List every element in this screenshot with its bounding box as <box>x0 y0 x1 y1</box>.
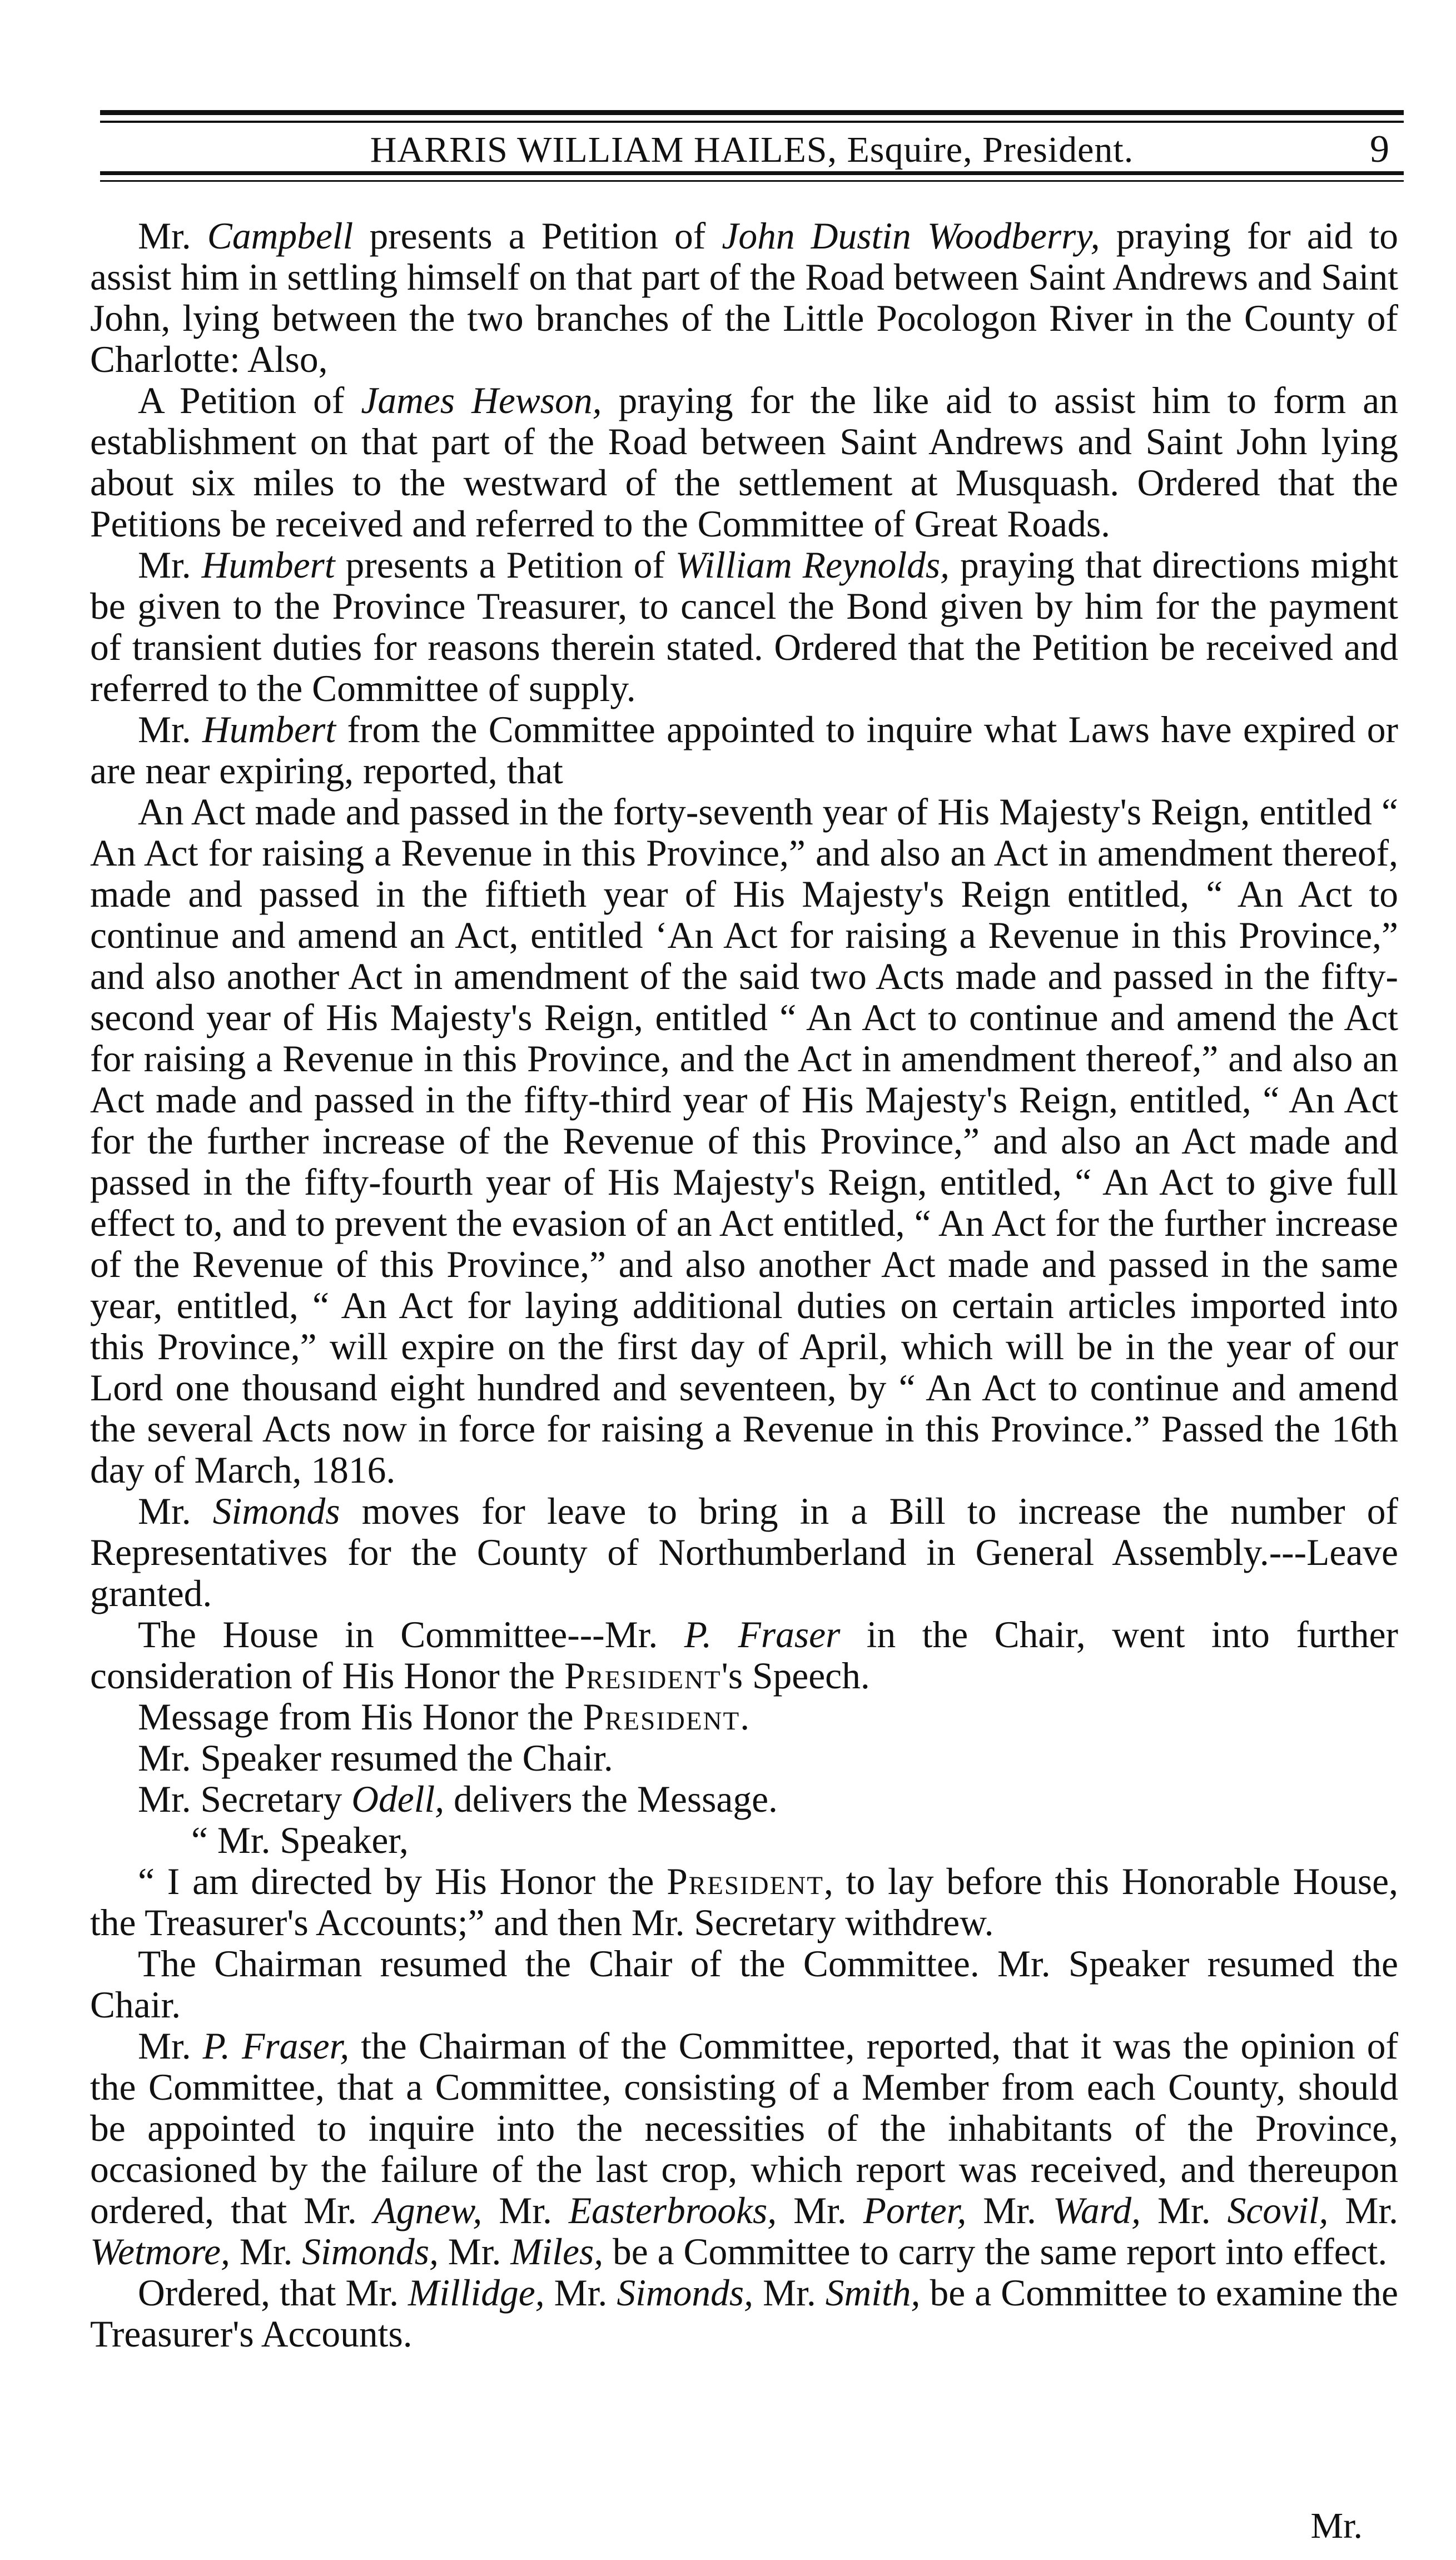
header-rule-top-thin <box>100 121 1404 123</box>
paragraph-secretary-delivers: Mr. Secretary Odell, delivers the Message. <box>138 1778 778 1820</box>
paragraph-revenue-acts: An Act made and passed in the forty-seventh year of His Majesty's Reign, entitled “ An Act for raising a Revenue in this Province,” and also an Act in amendment thereof, made and passed in the fiftieth year of His Majesty's Reign entitled, “ An Act to continue and amend an Act, entitled ‘An Act for raising a Revenue in this Province,” and also another Act in amendment of the said two Acts made and passed in the fifty-second year of His Majesty's Reign, entitled “ An Act to continue and amend the Act for raising a Revenue in this Province, and the Act in amendment thereof,” and also an Act made and passed in the fifty-third year of His Majesty's Reign, entitled, “ An Act for the further increase of the Revenue of this Province,” and also an Act made and passed in the fifty-fourth year of His Majesty's Reign, entitled, “ An Act to give full effect to, and to prevent the evasion of an Act entitled, “ An Act for the further increase of the Revenue of this Province,” and also another Act made and passed in the same year, entitled, “ An Act for laying additional duties on certain articles imported into this Province,” will expire on the first day of April, which will be in the year of our Lord one thousand eight hundred and seventeen, by “ An Act to continue and amend the several Acts now in force for raising a Revenue in this Province.” Passed the 16th day of March, 1816. <box>90 791 1398 1491</box>
paragraph-chairman-resumed: The Chairman resumed the Chair of the Committee. Mr. Speaker resumed the Chair. <box>90 1943 1398 2026</box>
paragraph-address-speaker: “ Mr. Speaker, <box>191 1820 409 1861</box>
paragraph-message: Message from His Honor the President. <box>138 1696 750 1738</box>
running-head: HARRIS WILLIAM HAILES, Esquire, President. <box>370 130 1134 170</box>
paragraph-fraser-report: Mr. P. Fraser, the Chairman of the Committee, reported, that it was the opinion of the Committee, that a Committee, consisting of a Member from each County, should be appointed to inquire into the necessities of the inhabitants of the Province, occasioned by the failure of the last crop, which report was received, and thereupon ordered, that Mr. Agnew, Mr. Easterbrooks, Mr. Porter, Mr. Ward, Mr. Scovil, Mr. Wetmore, Mr. Simonds, Mr. Miles, be a Committee to carry the same report into effect. <box>90 2025 1398 2273</box>
paragraph-speaker-resumed: Mr. Speaker resumed the Chair. <box>138 1737 613 1779</box>
paragraph-hewson-petition: A Petition of James Hewson, praying for the like aid to assist him to form an establishment on that part of the Road between Saint Andrews and Saint John lying about six miles to the westward of the settlement at Musquash. Ordered that the Petitions be received and referred to the Committee of Great Roads. <box>90 380 1399 545</box>
paragraph-treasurer-accounts-message: “ I am directed by His Honor the President, to lay before this Honorable House, the Treasurer's Accounts;” and then Mr. Secretary withdrew. <box>90 1861 1398 1943</box>
page-number: 9 <box>1370 128 1389 171</box>
journal-text <box>90 216 1398 2355</box>
paragraph-simonds-bill: Mr. Simonds moves for leave to bring in a Bill to increase the number of Representatives for the County of Northumberland in General Assembly.---Leave granted. <box>90 1490 1398 1614</box>
page-header <box>100 126 1404 171</box>
catchword: Mr. <box>1310 2506 1363 2546</box>
paragraph-reynolds-petition: Mr. Humbert presents a Petition of William Reynolds, praying that directions might be given to the Province Treasurer, to cancel the Bond given by him for the payment of transient duties for reasons therein stated. Ordered that the Petition be received and referred to the Committee of supply. <box>90 544 1398 709</box>
paragraph-house-in-committee: The House in Committee---Mr. P. Fraser in the Chair, went into further consideration of His Honor the President's Speech. <box>90 1614 1399 1697</box>
paragraph-campbell-petition: Mr. Campbell presents a Petition of John Dustin Woodberry, praying for aid to assist him in settling himself on that part of the Road between Saint Andrews and Saint John, lying between the two branches of the Little Pocologon River in the County of Charlotte: Also, <box>90 215 1398 380</box>
header-rule-bottom-thick <box>100 171 1404 175</box>
paragraph-expiring-laws-report: Mr. Humbert from the Committee appointed to inquire what Laws have expired or are near expiring, reported, that <box>90 709 1398 792</box>
header-rule-bottom-thin <box>100 180 1404 182</box>
header-rule-top-thick <box>100 110 1404 115</box>
paragraph-treasurer-accounts-committee: Ordered, that Mr. Millidge, Mr. Simonds, Mr. Smith, be a Committee to examine the Treasurer's Accounts. <box>90 2272 1398 2355</box>
